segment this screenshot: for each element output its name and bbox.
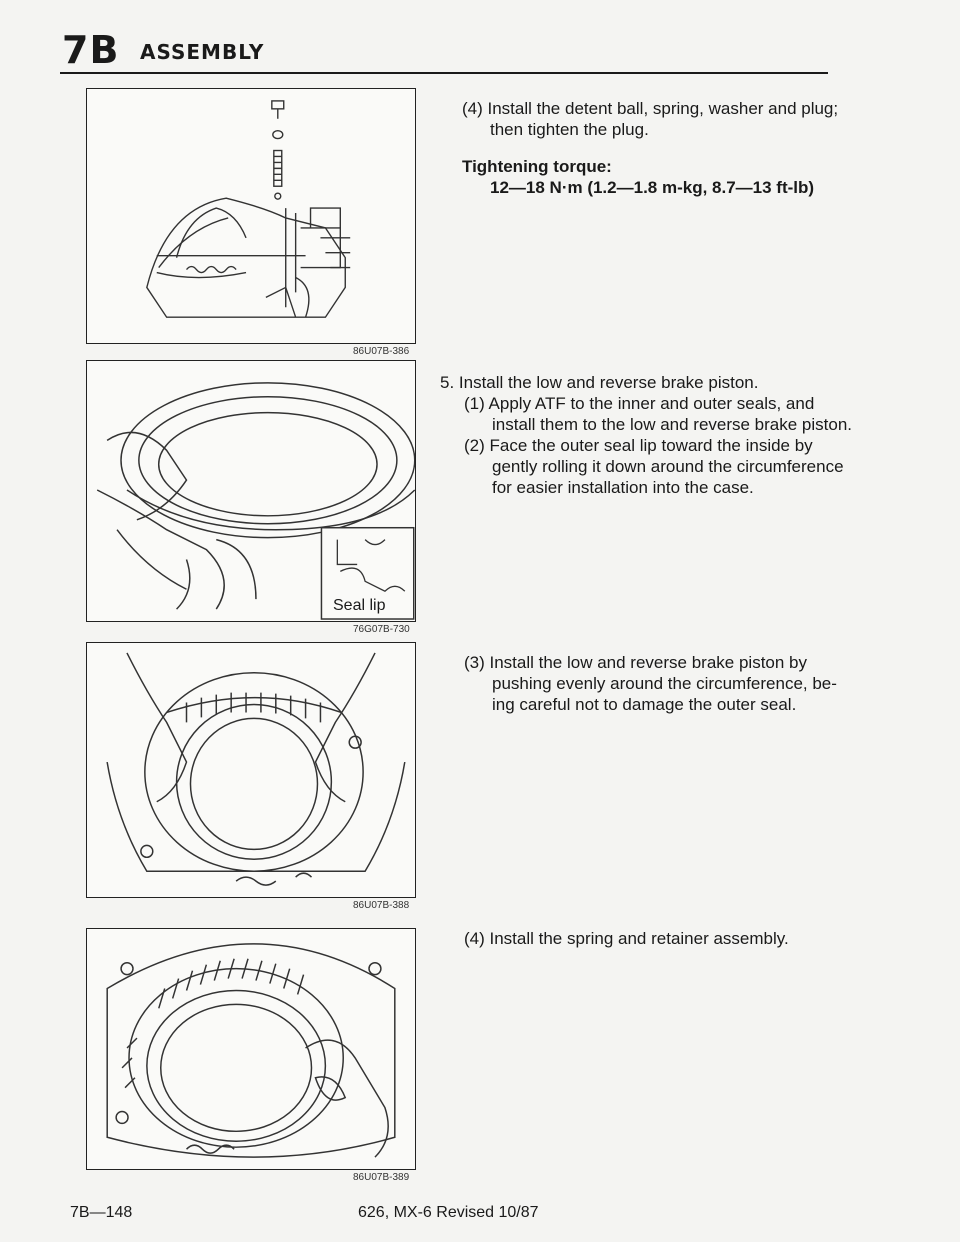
- figure-code-4: 86U07B-389: [353, 1172, 410, 1183]
- figure-install-piston: [86, 642, 416, 898]
- step5-sub2-line3: for easier installation into the case.: [492, 478, 754, 497]
- figure-detent-ball: [86, 88, 416, 344]
- model-revision: 626, MX-6 Revised 10/87: [358, 1204, 539, 1221]
- step5-sub2-line1: (2) Face the outer seal lip toward the inside by: [464, 436, 813, 455]
- figure-code-3: 86U07B-388: [353, 900, 410, 911]
- figure-spring-retainer: [86, 928, 416, 1170]
- step5-sub4: (4) Install the spring and retainer assembly.: [464, 929, 789, 948]
- seal-lip-label: Seal lip: [333, 597, 386, 614]
- seal-ring-illustration: [87, 361, 415, 621]
- step5-sub1-line1: (1) Apply ATF to the inner and outer seals, and: [464, 394, 815, 413]
- header-divider: [60, 72, 828, 74]
- step5-sub3-line2: pushing evenly around the circumference, be-: [492, 674, 837, 693]
- section-title: ASSEMBLY: [140, 40, 265, 64]
- figure-code-2: 76G07B-730: [353, 624, 410, 635]
- section-code: 7B: [62, 28, 120, 72]
- figure-code-1: 86U07B-386: [353, 346, 410, 357]
- torque-value: 12—18 N·m (1.2—1.8 m-kg, 8.7—13 ft-lb): [490, 178, 815, 197]
- figure-seal-lip: [86, 360, 416, 622]
- step5-sub2-line2: gently rolling it down around the circumference: [492, 457, 844, 476]
- step5-sub3-line1: (3) Install the low and reverse brake piston by: [464, 653, 808, 672]
- spring-retainer-illustration: [87, 929, 415, 1169]
- step5-sub1-line2: install them to the low and reverse brake piston.: [492, 415, 853, 434]
- step4-detent-line2: then tighten the plug.: [490, 120, 649, 139]
- install-piston-illustration: [87, 643, 415, 897]
- step5-heading: 5. Install the low and reverse brake piston.: [440, 373, 759, 392]
- step4-detent-line1: (4) Install the detent ball, spring, washer and plug;: [462, 99, 839, 118]
- torque-label: Tightening torque:: [462, 157, 612, 176]
- detent-ball-illustration: [87, 89, 415, 343]
- step5-sub3-line3: ing careful not to damage the outer seal.: [492, 695, 797, 714]
- page-number: 7B—148: [70, 1204, 133, 1221]
